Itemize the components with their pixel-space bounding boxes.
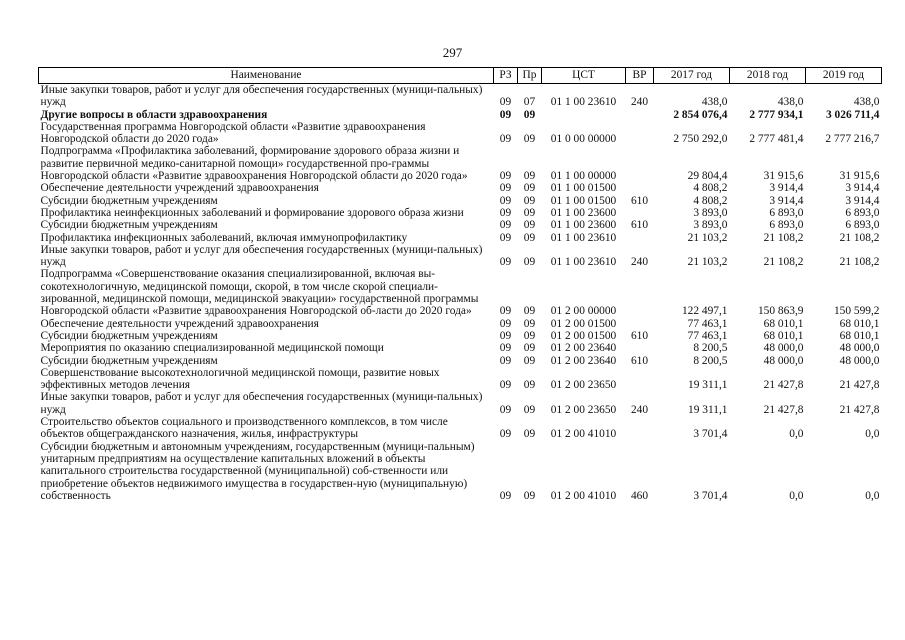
row-cst: 01 2 00 01500	[550, 329, 617, 342]
row-name: Иные закупки товаров, работ и услуг для обеспечения государственных (муници-пальных) нужд	[40, 243, 483, 269]
table-row	[39, 441, 882, 502]
header-2017: 2017 год	[654, 68, 730, 84]
row-name: Субсидии бюджетным учреждениям	[40, 219, 218, 232]
row-name: Субсидии бюджетным учреждениям	[40, 354, 218, 367]
row-name: Государственная программа Новгородской области «Развитие здравоохранения Новгородской области до 2020 года»	[40, 120, 426, 146]
row-rz: 09	[499, 96, 512, 109]
row-vr: 610	[630, 354, 649, 367]
row-vr	[626, 121, 654, 146]
table-row	[39, 318, 882, 330]
row-cst: 01 1 00 23610	[550, 256, 617, 269]
row-amount-2017: 21 103,2	[687, 256, 728, 269]
row-amount-2018: 6 893,0	[769, 219, 804, 232]
row-rz: 09	[499, 133, 512, 146]
table-row	[39, 367, 882, 392]
row-amount-2019: 21 427,8	[839, 403, 880, 416]
row-amount-2018: 68 010,1	[763, 317, 804, 330]
row-pr: 09	[523, 219, 536, 232]
row-pr: 09	[523, 256, 536, 269]
row-amount-2018: 2 777 481,4	[749, 133, 804, 146]
row-pr: 09	[523, 428, 536, 441]
row-name: Иные закупки товаров, работ и услуг для обеспечения государственных (муници-пальных) нужд	[40, 391, 483, 416]
row-vr	[626, 182, 654, 194]
row-amount-2018: 21 427,8	[763, 403, 804, 416]
row-pr: 07	[523, 96, 536, 109]
row-name: Обеспечение деятельности учреждений здравоохранения	[40, 182, 319, 195]
table-row	[39, 121, 882, 146]
row-vr	[626, 207, 654, 219]
row-rz: 09	[499, 206, 512, 219]
table-row	[39, 244, 882, 269]
row-amount-2018: 21 108,2	[763, 231, 804, 244]
row-name: Совершенствование высокотехнологичной медицинской помощи, развитие новых эффективных методов лечения	[40, 366, 440, 392]
row-pr: 09	[523, 329, 536, 342]
row-name: Строительство объектов социального и производственного комплексов, в том числе объектов общегражданского назначения, жилья, инфраструктуры	[40, 416, 448, 441]
row-name: Субсидии бюджетным и автономным учреждениям, государственным (муници-пальным) унитарным предприятиям на осуществление капитальных вложений в объекты капитального строительства государственной (муниципальной) соб-ственности или приобретение объектов недвижимого имущества в государствен-ную (муниципальную) собственность	[40, 440, 475, 502]
row-vr	[626, 268, 654, 317]
row-name: Субсидии бюджетным учреждениям	[40, 329, 218, 342]
row-rz: 09	[499, 108, 512, 121]
row-rz: 09	[499, 170, 512, 183]
row-amount-2019: 21 108,2	[839, 256, 880, 269]
row-amount-2018: 21 108,2	[763, 256, 804, 269]
row-name: Иные закупки товаров, работ и услуг для обеспечения государственных (муници-пальных) нужд	[40, 84, 483, 109]
row-amount-2017: 122 497,1	[681, 305, 728, 318]
row-cst: 01 0 00 00000	[550, 133, 617, 146]
table-row	[39, 232, 882, 244]
row-amount-2017: 3 701,4	[693, 489, 728, 502]
row-amount-2017: 8 200,5	[693, 342, 728, 355]
row-rz: 09	[499, 329, 512, 342]
row-pr: 09	[523, 489, 536, 502]
row-cst: 01 2 00 41010	[550, 428, 617, 441]
row-pr: 09	[523, 342, 536, 355]
row-vr: 240	[630, 256, 649, 269]
row-rz: 09	[499, 428, 512, 441]
row-name: Профилактика неинфекционных заболеваний и формирование здорового образа жизни	[40, 206, 464, 219]
row-amount-2019: 21 427,8	[839, 379, 880, 392]
row-rz: 09	[499, 403, 512, 416]
row-vr: 610	[630, 329, 649, 342]
table-row	[39, 391, 882, 416]
row-rz: 09	[499, 342, 512, 355]
row-amount-2017: 77 463,1	[687, 317, 728, 330]
row-amount-2019: 3 914,4	[845, 182, 880, 195]
table-row	[39, 219, 882, 231]
row-amount-2019: 48 000,0	[839, 354, 880, 367]
row-vr	[626, 416, 654, 441]
row-amount-2017: 3 893,0	[693, 219, 728, 232]
row-vr: 610	[630, 194, 649, 207]
row-amount-2018: 6 893,0	[769, 206, 804, 219]
row-rz: 09	[499, 317, 512, 330]
row-amount-2018: 150 863,9	[757, 305, 804, 318]
row-amount-2017: 77 463,1	[687, 329, 728, 342]
header-2018: 2018 год	[730, 68, 806, 84]
row-amount-2018: 438,0	[777, 96, 804, 109]
row-name: Подпрограмма «Профилактика заболеваний, формирование здорового образа жизни и развитие первичной медико-санитарной помощи» государственной про-граммы Новгородской области «Развитие здравоохранения Новгородской области до 2020 года»	[40, 145, 468, 183]
table-row	[39, 355, 882, 367]
row-cst: 01 2 00 23650	[550, 403, 617, 416]
row-pr: 09	[523, 305, 536, 318]
row-rz: 09	[499, 354, 512, 367]
row-name: Профилактика инфекционных заболеваний, включая иммунопрофилактику	[40, 231, 408, 244]
row-amount-2019: 3 026 711,4	[826, 108, 880, 121]
row-amount-2019: 21 108,2	[839, 231, 880, 244]
row-rz: 09	[499, 231, 512, 244]
row-rz: 09	[499, 379, 512, 392]
header-cst: ЦСТ	[542, 68, 626, 84]
row-amount-2019: 2 777 216,7	[825, 133, 880, 146]
page-number: 297	[442, 45, 463, 60]
row-cst: 01 1 00 23600	[550, 219, 617, 232]
row-amount-2019: 6 893,0	[845, 219, 880, 232]
row-amount-2017: 2 854 076,4	[673, 108, 728, 121]
row-vr	[626, 232, 654, 244]
row-amount-2017: 8 200,5	[693, 354, 728, 367]
row-amount-2019: 48 000,0	[839, 342, 880, 355]
row-cst: 01 1 00 23600	[550, 206, 617, 219]
row-amount-2017: 4 808,2	[693, 182, 728, 195]
row-amount-2019: 68 010,1	[839, 329, 880, 342]
row-pr: 09	[523, 206, 536, 219]
row-amount-2018: 31 915,6	[763, 170, 804, 183]
row-amount-2017: 19 311,1	[688, 379, 728, 392]
row-amount-2017: 19 311,1	[688, 403, 728, 416]
row-vr: 460	[630, 489, 649, 502]
row-amount-2018: 21 427,8	[763, 379, 804, 392]
row-amount-2019: 3 914,4	[845, 194, 880, 207]
row-pr: 09	[523, 403, 536, 416]
row-pr: 09	[523, 194, 536, 207]
table-row	[39, 207, 882, 219]
row-cst: 01 1 00 23610	[550, 96, 617, 109]
row-vr	[626, 145, 654, 182]
row-amount-2019: 6 893,0	[845, 206, 880, 219]
row-name: Субсидии бюджетным учреждениям	[40, 194, 218, 207]
table-row	[39, 195, 882, 207]
row-amount-2019: 0,0	[865, 489, 880, 502]
row-pr: 09	[523, 108, 536, 121]
row-pr: 09	[523, 170, 536, 183]
row-vr	[626, 318, 654, 330]
row-amount-2017: 3 701,4	[693, 428, 728, 441]
row-amount-2019: 438,0	[853, 96, 880, 109]
row-amount-2018: 0,0	[789, 489, 804, 502]
row-amount-2019: 31 915,6	[839, 170, 880, 183]
row-amount-2018: 3 914,4	[769, 182, 804, 195]
row-name: Обеспечение деятельности учреждений здравоохранения	[40, 317, 319, 330]
row-amount-2018: 0,0	[789, 428, 804, 441]
table-header-row	[39, 68, 882, 84]
row-name: Мероприятия по оказанию специализированной медицинской помощи	[40, 342, 384, 355]
row-amount-2017: 438,0	[701, 96, 728, 109]
table-row	[39, 145, 882, 182]
row-vr: 240	[630, 96, 649, 109]
row-name: Подпрограмма «Совершенствование оказания специализированной, включая вы-сокотехнологичную, медицинской помощи, скорой, в том числе скорой специали-зированной, медицинской помощи, медицинской эвакуации» государственной программы Новгородской области «Развитие здравоохранения Новгородской об-ласти до 2020 года»	[40, 268, 479, 318]
row-amount-2017: 4 808,2	[693, 194, 728, 207]
row-cst: 01 2 00 23640	[550, 342, 617, 355]
row-cst: 01 2 00 23640	[550, 354, 617, 367]
table-row	[39, 182, 882, 194]
budget-table	[38, 67, 882, 502]
row-cst: 01 1 00 01500	[550, 182, 617, 195]
header-rz: РЗ	[494, 68, 518, 84]
table-row	[39, 416, 882, 441]
row-cst: 01 1 00 00000	[550, 170, 617, 183]
table-row	[39, 330, 882, 342]
row-cst: 01 2 00 41010	[550, 489, 617, 502]
row-pr: 09	[523, 182, 536, 195]
row-amount-2017: 21 103,2	[687, 231, 728, 244]
row-amount-2019: 150 599,2	[833, 305, 880, 318]
row-amount-2018: 2 777 934,1	[749, 108, 804, 121]
row-vr	[626, 109, 654, 121]
row-vr: 610	[630, 219, 649, 232]
row-amount-2018: 3 914,4	[769, 194, 804, 207]
table-body	[39, 84, 882, 503]
row-amount-2019: 68 010,1	[839, 317, 880, 330]
row-cst	[542, 109, 626, 121]
row-name: Другие вопросы в области здравоохранения	[40, 108, 268, 121]
row-rz: 09	[499, 256, 512, 269]
row-cst: 01 1 00 01500	[550, 194, 617, 207]
row-pr: 09	[523, 231, 536, 244]
table-row	[39, 268, 882, 317]
row-cst: 01 2 00 01500	[550, 317, 617, 330]
table-row	[39, 109, 882, 121]
row-amount-2019: 0,0	[865, 428, 880, 441]
row-amount-2017: 2 750 292,0	[673, 133, 728, 146]
row-vr	[626, 342, 654, 354]
row-vr: 240	[630, 403, 649, 416]
table-row	[39, 84, 882, 109]
row-amount-2018: 48 000,0	[763, 354, 804, 367]
row-amount-2017: 29 804,4	[687, 170, 728, 183]
row-amount-2018: 68 010,1	[763, 329, 804, 342]
row-rz: 09	[499, 219, 512, 232]
row-pr: 09	[523, 354, 536, 367]
header-pr: Пр	[518, 68, 542, 84]
row-pr: 09	[523, 379, 536, 392]
row-rz: 09	[499, 194, 512, 207]
row-rz: 09	[499, 182, 512, 195]
row-amount-2017: 3 893,0	[693, 206, 728, 219]
row-rz: 09	[499, 489, 512, 502]
row-amount-2018: 48 000,0	[763, 342, 804, 355]
row-pr: 09	[523, 133, 536, 146]
row-cst: 01 1 00 23610	[550, 231, 617, 244]
row-cst: 01 2 00 00000	[550, 305, 617, 318]
row-vr	[626, 367, 654, 392]
row-pr: 09	[523, 317, 536, 330]
row-rz: 09	[499, 305, 512, 318]
table-row	[39, 342, 882, 354]
row-cst: 01 2 00 23650	[550, 379, 617, 392]
header-2019: 2019 год	[806, 68, 882, 84]
header-vr: ВР	[626, 68, 654, 84]
header-name: Наименование	[39, 68, 494, 84]
